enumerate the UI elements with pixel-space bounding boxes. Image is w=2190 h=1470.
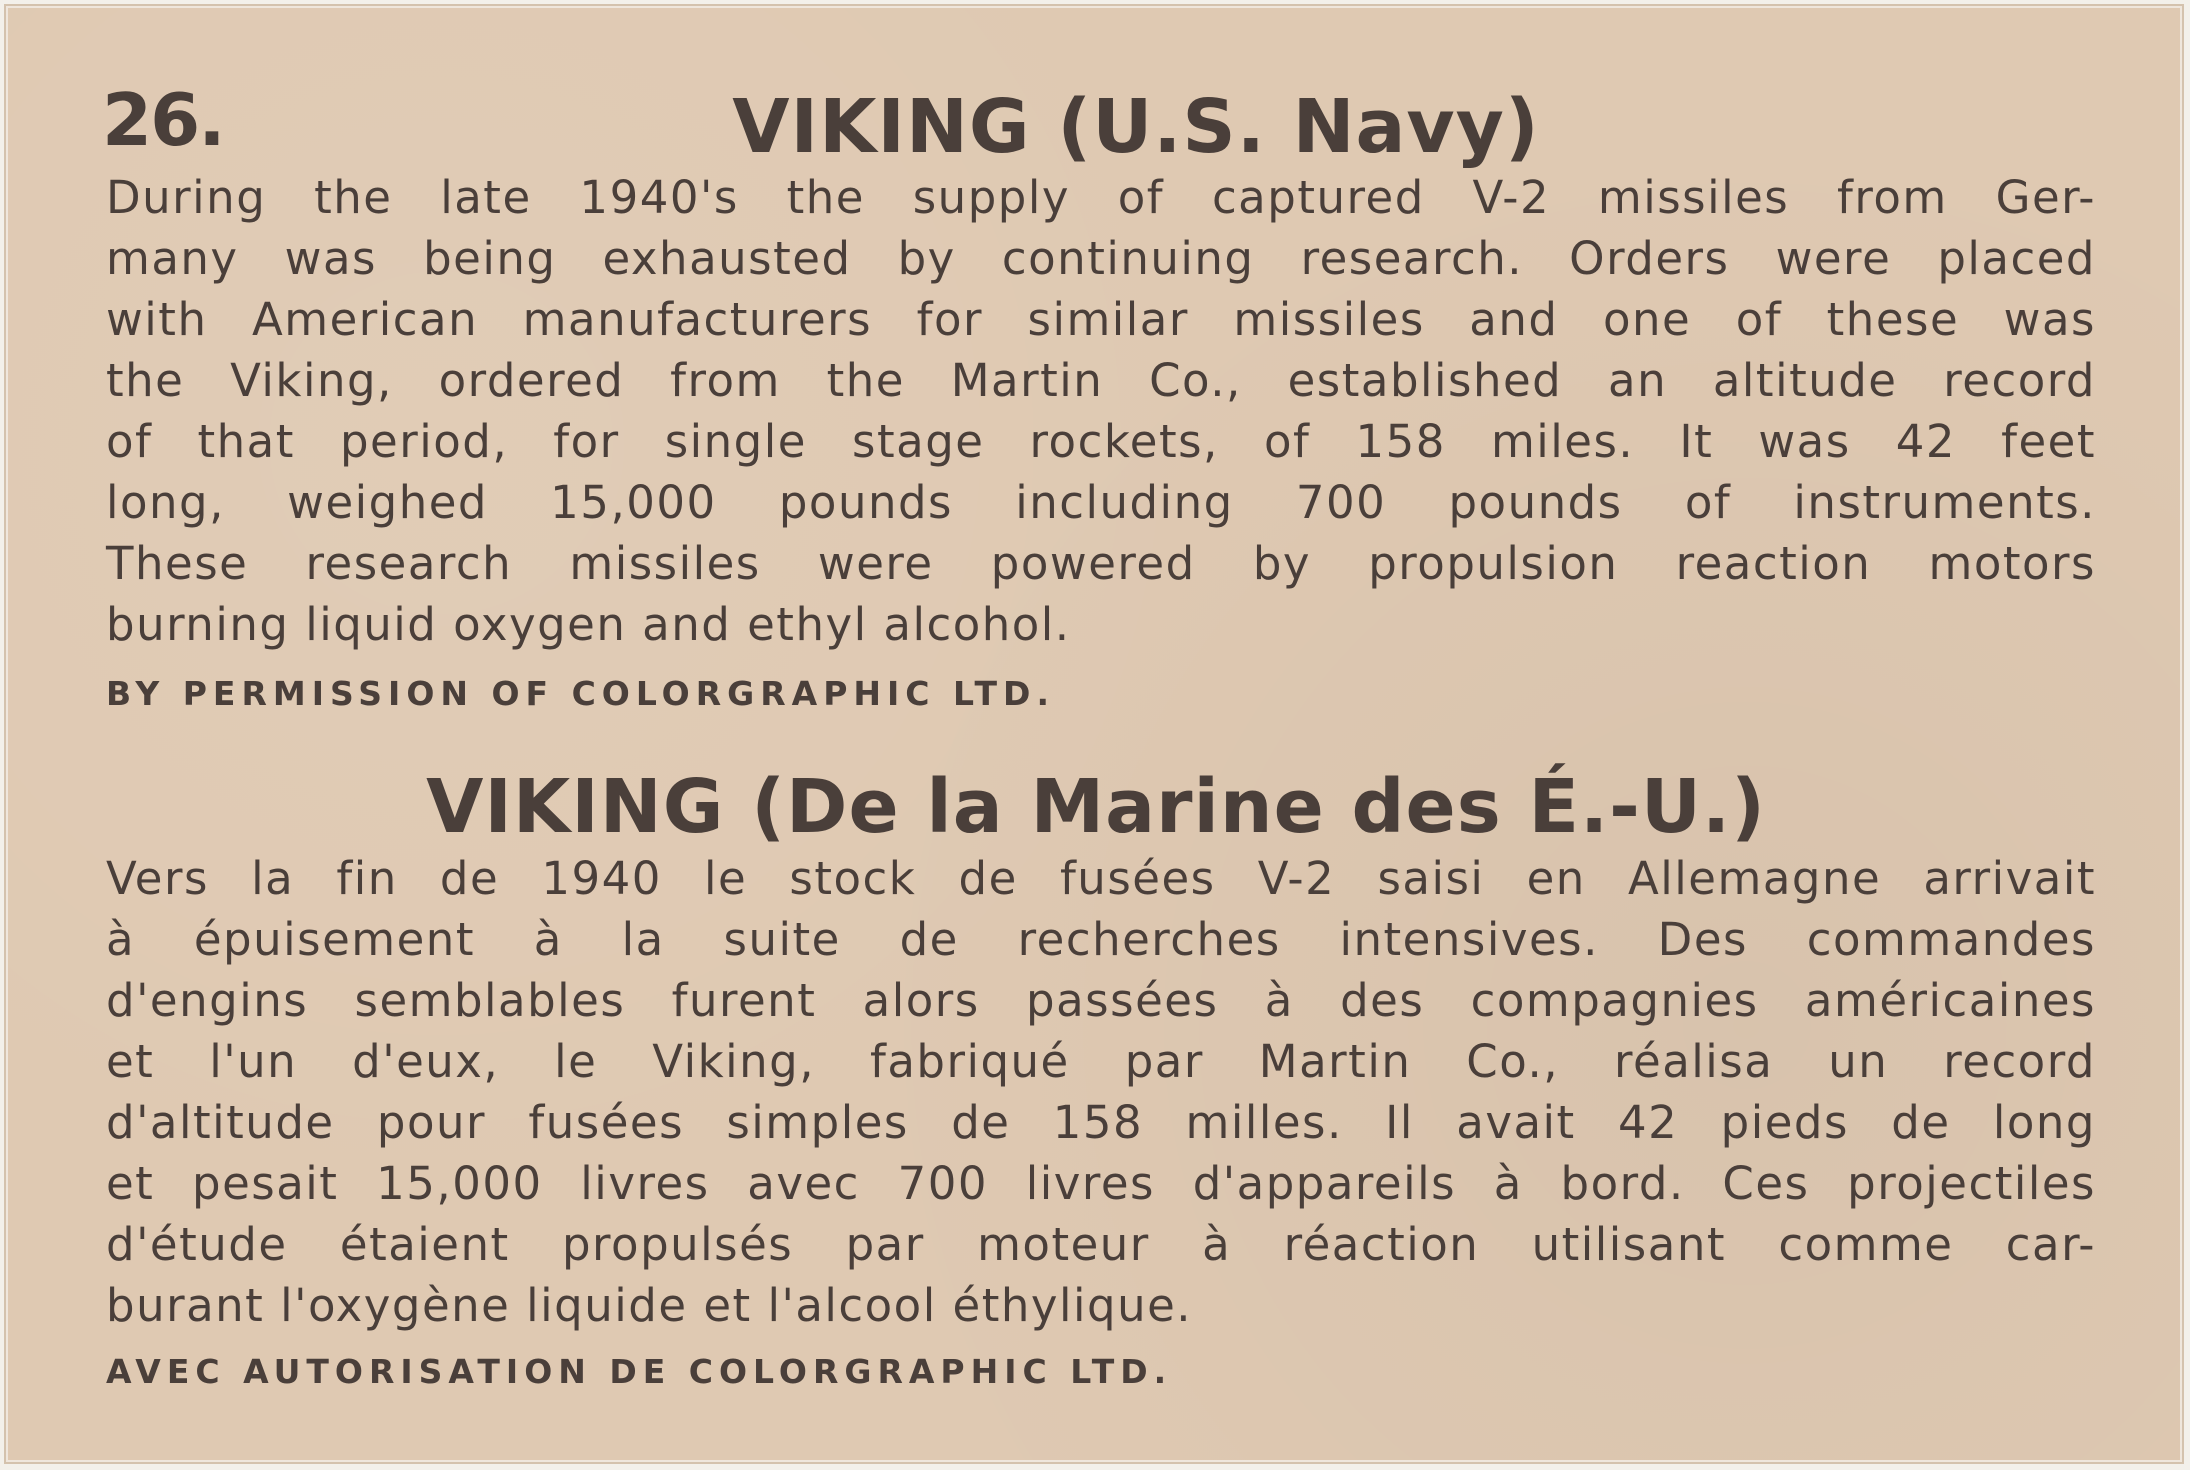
english-line-1: During the late 1940's the supply of captured V-2 missiles from Ger- [106,171,2096,224]
french-line-4: et l'un d'eux, le Viking, fabriqué par Martin Co., réalisa un record [106,1035,2096,1088]
french-line-7: d'étude étaient propulsés par moteur à réaction utilisant comme car- [106,1218,2096,1271]
french-line-5: d'altitude pour fusées simples de 158 milles. Il avait 42 pieds de long [106,1096,2096,1149]
english-permission-credit: BY PERMISSION OF COLORGRAPHIC LTD. [106,674,1055,713]
english-line-7: These research missiles were powered by propulsion reaction motors [106,537,2096,590]
french-permission-credit: AVEC AUTORISATION DE COLORGRAPHIC LTD. [106,1352,1173,1391]
english-line-8: burning liquid oxygen and ethyl alcohol. [106,598,1071,651]
trading-card-back [4,4,2184,1464]
french-title: VIKING (De la Marine des É.-U.) [426,764,1766,850]
english-line-5: of that period, for single stage rockets, of 158 miles. It was 42 feet [106,415,2096,468]
english-line-6: long, weighed 15,000 pounds including 700 pounds of instruments. [106,476,2096,529]
french-description [106,848,2096,1336]
english-title: VIKING (U.S. Navy) [732,84,1540,170]
english-line-2: many was being exhausted by continuing research. Orders were placed [106,232,2096,285]
french-line-2: à épuisement à la suite de recherches intensives. Des commandes [106,913,2096,966]
english-line-3: with American manufacturers for similar missiles and one of these was [106,293,2096,346]
french-line-8: burant l'oxygène liquide et l'alcool éthylique. [106,1279,1193,1332]
english-description [106,167,2096,655]
card-number: 26. [102,78,224,162]
french-line-1: Vers la fin de 1940 le stock de fusées V-2 saisi en Allemagne arrivait [106,852,2096,905]
french-line-6: et pesait 15,000 livres avec 700 livres d'appareils à bord. Ces projectiles [106,1157,2096,1210]
english-line-4: the Viking, ordered from the Martin Co., established an altitude record [106,354,2096,407]
french-line-3: d'engins semblables furent alors passées à des compagnies américaines [106,974,2096,1027]
